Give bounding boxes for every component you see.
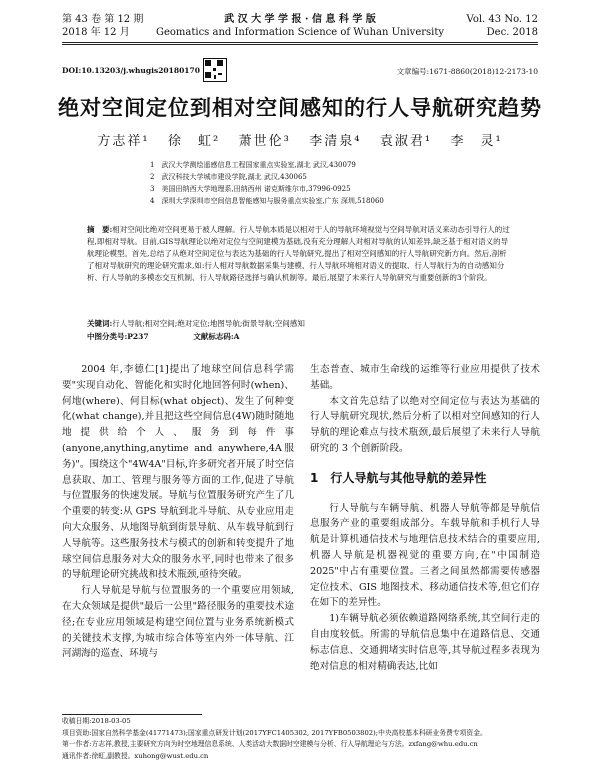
classification <box>87 331 513 343</box>
paragraph: 生态普查、城市生命线的运维等行业应用提供了技术基础。 <box>310 364 540 391</box>
author: 李清泉⁴ <box>309 134 362 149</box>
journal-title-cn: 武 汉 大 学 学 报 · 信 息 科 学 版 <box>224 14 376 25</box>
author: 萧世伦³ <box>238 134 291 149</box>
qr-code-icon <box>203 58 227 82</box>
abstract-label: 摘 要: <box>87 225 113 234</box>
author-list <box>0 130 600 149</box>
affiliation: 1 武汉大学测绘遥感信息工程国家重点实验室,湖北 武汉,430079 <box>150 161 356 169</box>
paragraph: 行人导航与车辆导航、机器人导航等都是导航信息服务产业的重要组成部分。车载导航和手机行人导航是计算机通信技术与地理信息技术结合的重要应用,机器人导航是机器视觉的重要方向,在"中国制造 2025"中占有重要位置。三者之间虽然都需要传感器定位技术、GIS 地图技术、移动通信技术等,但它们存在如下的差异性。 <box>310 502 540 609</box>
paper-title: 绝对空间定位到相对空间感知的行人导航研究趋势 <box>58 96 542 120</box>
paragraph: 本文首先总结了以绝对空间定位与表达为基础的行人导航研究现状,然后分析了以相对空间感知的行人导航的理论难点与技术瓶颈,最后展望了未来行人导航研究的 3 个创新阶段。 <box>310 395 540 454</box>
document-code: 文献标志码:A <box>193 332 240 341</box>
keywords-label: 关键词: <box>87 319 113 328</box>
journal-volume: 第 43 卷 第 12 期 <box>62 14 144 25</box>
keywords <box>87 318 513 330</box>
header-rule <box>62 42 538 43</box>
paragraph: 行人导航是导航与位置服务的一个重要应用领域,在大众领域是提供"最后一公里"路径服务的重要技术途径;在专业应用领域是构建空间位置与业务系统新模式的关键技术支撑,为城市综合体等室内外一体导航、江河湖海的巡查、环境与 <box>62 585 294 660</box>
affiliation: 4 深圳大学深圳市空间信息智能感知与服务重点实验室,广东 深圳,518060 <box>150 197 384 205</box>
clc-number: 中图分类号:P237 <box>87 332 149 341</box>
footnote: 项目资助:国家自然科学基金(41771473);国家重点研发计划(2017YFC1405302, 2017YFB0503802);中央高校基本科研业务费专项资金。 <box>62 728 487 737</box>
affiliation: 2 武汉科技大学城市建设学院,湖北 武汉,430065 <box>150 173 307 181</box>
paragraph: 1)车辆导航必须依赖道路网络系统,其空间行走的自由度较低。所需的导航信息集中在道路信息、交通标志信息、交通拥堵实时信息等,其导航过程多表现为绝对信息的相对精确表达,比如 <box>310 613 540 672</box>
footnote: 通讯作者:徐虹,副教授。xuhong@wust.edu.cn <box>62 751 209 760</box>
author: 李 灵¹ <box>450 134 503 149</box>
paragraph: 2004 年,李德仁[1]提出了地球空间信息科学需要"实现自动化、智能化和实时化地回答何时(when)、何地(where)、何目标(what object)、发生了何种变化(what change),并且把这些空间信息(4W)随时随地地提供给个人、服务到每件事(anyone,anything,anytime and anywhere,4A服务)"。围绕这个"4W4A"目标,许多研究者开展了时空信息获取、加工、管理与服务等方面的工作,促进了导航与位置服务的快速发展。导航与位置服务研究产生了几个重要的转变:从 GPS 导航到北斗导航、从专业应用走向大众服务、从地图导航到街景导航、从车载导航到行人导航等。这些服务技术与模式的创新和转变提升了地球空间信息服务对大众的服务水平,同时也带来了很多的导航理论研究挑战和技术瓶颈,亟待突破。 <box>62 364 294 581</box>
article-number: 文章编号:1671-8860(2018)12-2173-10 <box>396 67 538 76</box>
author: 方志祥¹ <box>97 134 150 149</box>
abstract-text: 相对空间比绝对空间更易于被人理解。行人导航本质是以相对于人的导航环境视觉与空间导航对话义来动态引导行人的过程,即相对导航。目前,GIS导航理论以绝对定位与空间建模为基础,没有充分理解人对相对导航的认知差异,缺乏基于相对语义的导航理论模型。首先,总结了从绝对空间定位与表达为基础的行人导航研究,提出了相对空间感知的行人导航研究新方向。然后,剖析了相对导航研究的理论研究需求,如:行人相对导航数据采集与建模、行人导航环境相对语义的提取、行人导航行为的自动感知分析、行人导航的多模态交互机制、行人导航路径选择与确认机制等。最后,展望了未来行人导航研究与重要创新的3个阶段。 <box>87 225 510 282</box>
body-column-right <box>310 362 540 674</box>
journal-date-en: Dec. 2018 <box>486 27 538 38</box>
footnote: 收稿日期:2018-03-05 <box>62 717 131 725</box>
journal-date: 2018 年 12 月 <box>62 27 130 38</box>
abstract <box>87 224 513 284</box>
doi: DOI:10.13203/j.whugis20180170 <box>62 66 200 75</box>
header-rule-2 <box>62 44 538 45</box>
footnotes <box>62 716 542 762</box>
journal-title-en: Geomatics and Information Science of Wuhan University <box>155 27 445 38</box>
affiliation: 3 美国田纳西大学地理系,田纳西州 诺克斯维尔市,37996-0925 <box>150 185 351 193</box>
footnote-rule <box>62 714 202 715</box>
author: 袁淑君¹ <box>379 134 433 149</box>
author: 徐 虹² <box>167 134 221 149</box>
journal-volume-en: Vol. 43 No. 12 <box>466 14 538 25</box>
section-heading: 1 行人导航与其他导航的差异性 <box>310 470 487 485</box>
body-column-left <box>62 362 294 662</box>
keywords-text: 行人导航;相对空间;绝对定位;地图导航;街景导航;空间感知 <box>112 319 305 328</box>
footnote: 第一作者:方志祥,教授,主要研究方向为时空地理信息系统、人类活动大数据时空建模与分析、行人导航理论与方法。zxfang@whu.edu.cn <box>62 740 478 748</box>
